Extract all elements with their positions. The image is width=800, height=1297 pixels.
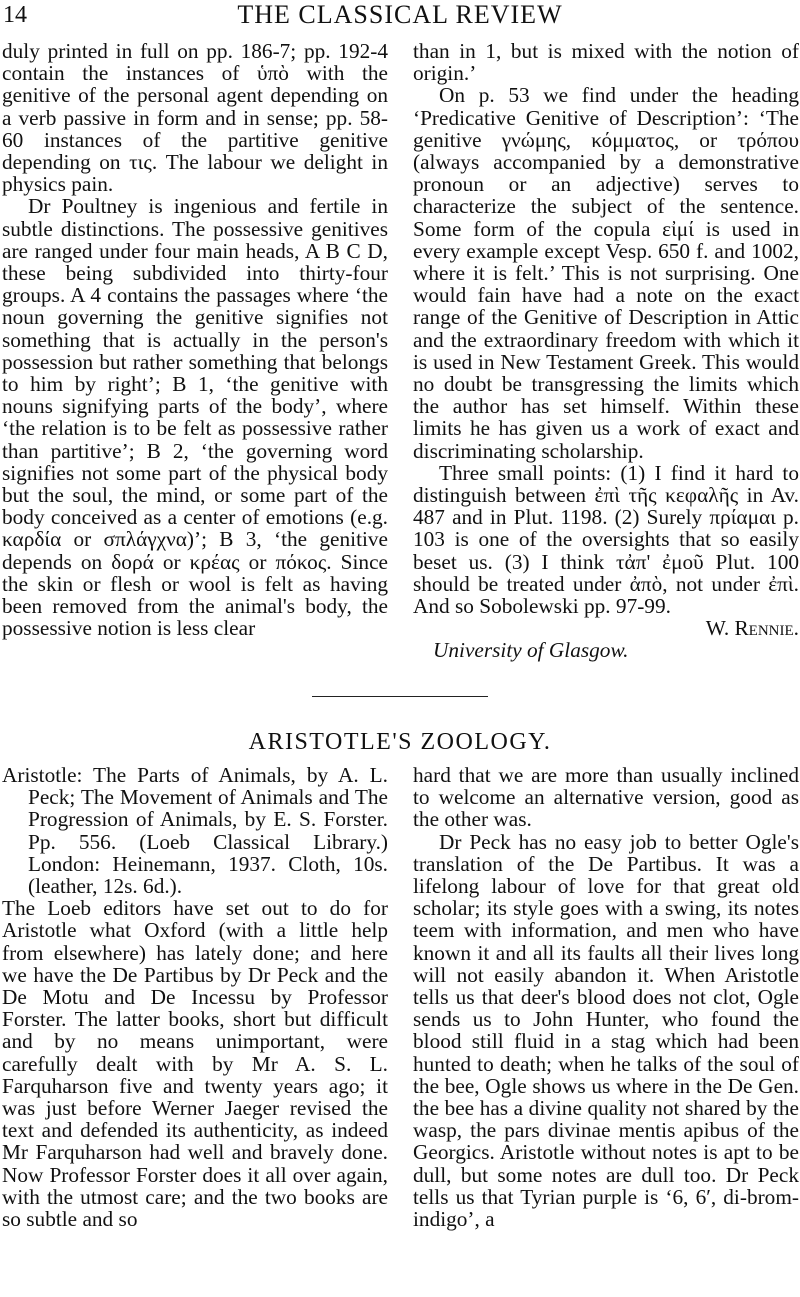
paragraph: Dr Poultney is ingenious and fertile in subtle distinctions. The possessive genitives are ranged under four main heads, A B C D, these being subdivided into thirty-four groups. A 4 contains the passages where ‘the noun governing the genitive signifies not something that is actually in the person's possession but rather something that belongs to him by right’; B 1, ‘the genitive with nouns signifying parts of the body’, where ‘the relation is to be felt as possessive rather than partitive’; B 2, ‘the governing word signifies not some part of the physical body but the soul, the mind, or some part of the body conceived as a center of emotions (e.g. καρδία or σπλάγχνα)’; B 3, ‘the genitive depends on δορά or κρέας or πόκος. Since the skin or flesh or wool is felt as having been removed from the animal's body, the possessive notion is less clear	[2, 194, 388, 641]
paragraph: On p. 53 we find under the heading ‘Predicative Genitive of Description’: ‘The genitive γνώμης, κόμματος, or τρόπου (always accompanied by a demonstrative pronoun or an adjective) serves to characterize the subject of the sentence. Some form of the copula εἰμί is used in every example except Vesp. 650 f. and 1002, where it is felt.’ This is not surprising. One would fain have had a note on the exact range of the Genitive of Description in Attic and the extraordinary freedom with which it is used in New Testament Greek. This would no doubt be transgressing the limits which the author has set himself. Within these limits he has given us a work of exact and discriminating scholarship.	[413, 83, 799, 463]
paragraph: Dr Peck has no easy job to better Ogle's translation of the De Partibus. It was a lifelong labour of love for that great old scholar; its style goes with a swing, its notes teem with information, and men who have known it and all its faults all their lives long will not easily abandon it. When Aristotle tells us that deer's blood does not clot, Ogle sends us to John Hunter, who found the blood still fluid in a stag which had been hunted to death; when he talks of the soul of the bee, Ogle shows us where in the De Gen. the bee has a divine quality not shared by the wasp, the pars divinae mentis apibus of the Georgics. Aristotle without notes is apt to be dull, but some notes are dull too. Dr Peck tells us that Tyrian purple is ‘6, 6′, di-brom-indigo’, a	[413, 829, 799, 1232]
paragraph: duly printed in full on pp. 186-7; pp. 192-4 contain the instances of ὑπὸ with the genitive of the personal agent depending on a verb passive in form and in sense; pp. 58-60 instances of the partitive genitive depending on τις. The labour we delight in physics pain.	[2, 39, 388, 197]
section-divider	[312, 696, 488, 697]
section-title: ARISTOTLE'S ZOOLOGY.	[248, 729, 552, 755]
author-signature: W. Rennie.	[705, 616, 799, 641]
page-number: 14	[3, 2, 27, 28]
running-title: THE CLASSICAL REVIEW	[237, 0, 563, 29]
paragraph: Three small points: (1) I find it hard to distinguish between ἐπὶ τῆς κεφαλῆς in Av. 487 and in Plut. 1198. (2) Surely πρίαμαι p. 103 is one of the oversights that so easily beset us. (3) I think τἀπ' ἐμοῦ Plut. 100 should be treated under ἀπὸ, not under ἐπὶ. And so Sobolewski pp. 97-99.	[413, 460, 799, 619]
paragraph: hard that we are more than usually inclined to welcome an alternative version, good as the other was.	[413, 763, 799, 832]
page-header	[0, 0, 800, 34]
paragraph: than in 1, but is mixed with the notion of origin.’	[413, 39, 799, 86]
book-citation: Aristotle: The Parts of Animals, by A. L. Peck; The Movement of Animals and The Progression of Animals, by E. S. Forster. Pp. 556. (Loeb Classical Library.) London: Heinemann, 1937. Cloth, 10s. (leather, 12s. 6d.).	[2, 763, 388, 899]
review1-right-column	[413, 40, 799, 662]
review1-left-column	[2, 40, 388, 639]
affiliation: University of Glasgow.	[433, 638, 629, 663]
review2-left-column	[2, 764, 388, 1230]
paragraph: The Loeb editors have set out to do for Aristotle what Oxford (with a little help from elsewhere) has lately done; and here we have the De Partibus by Dr Peck and the De Motu and De Incessu by Professor Forster. The latter books, short but difficult and by no means unimportant, were carefully dealt with by Mr A. S. L. Farquharson five and twenty years ago; it was just before Werner Jaeger revised the text and defended its authenticity, as indeed Mr Farquharson had well and bravely done. Now Professor Forster does it all over again, with the utmost care; and the two books are so subtle and so	[2, 896, 388, 1232]
review2-right-column	[413, 764, 799, 1230]
